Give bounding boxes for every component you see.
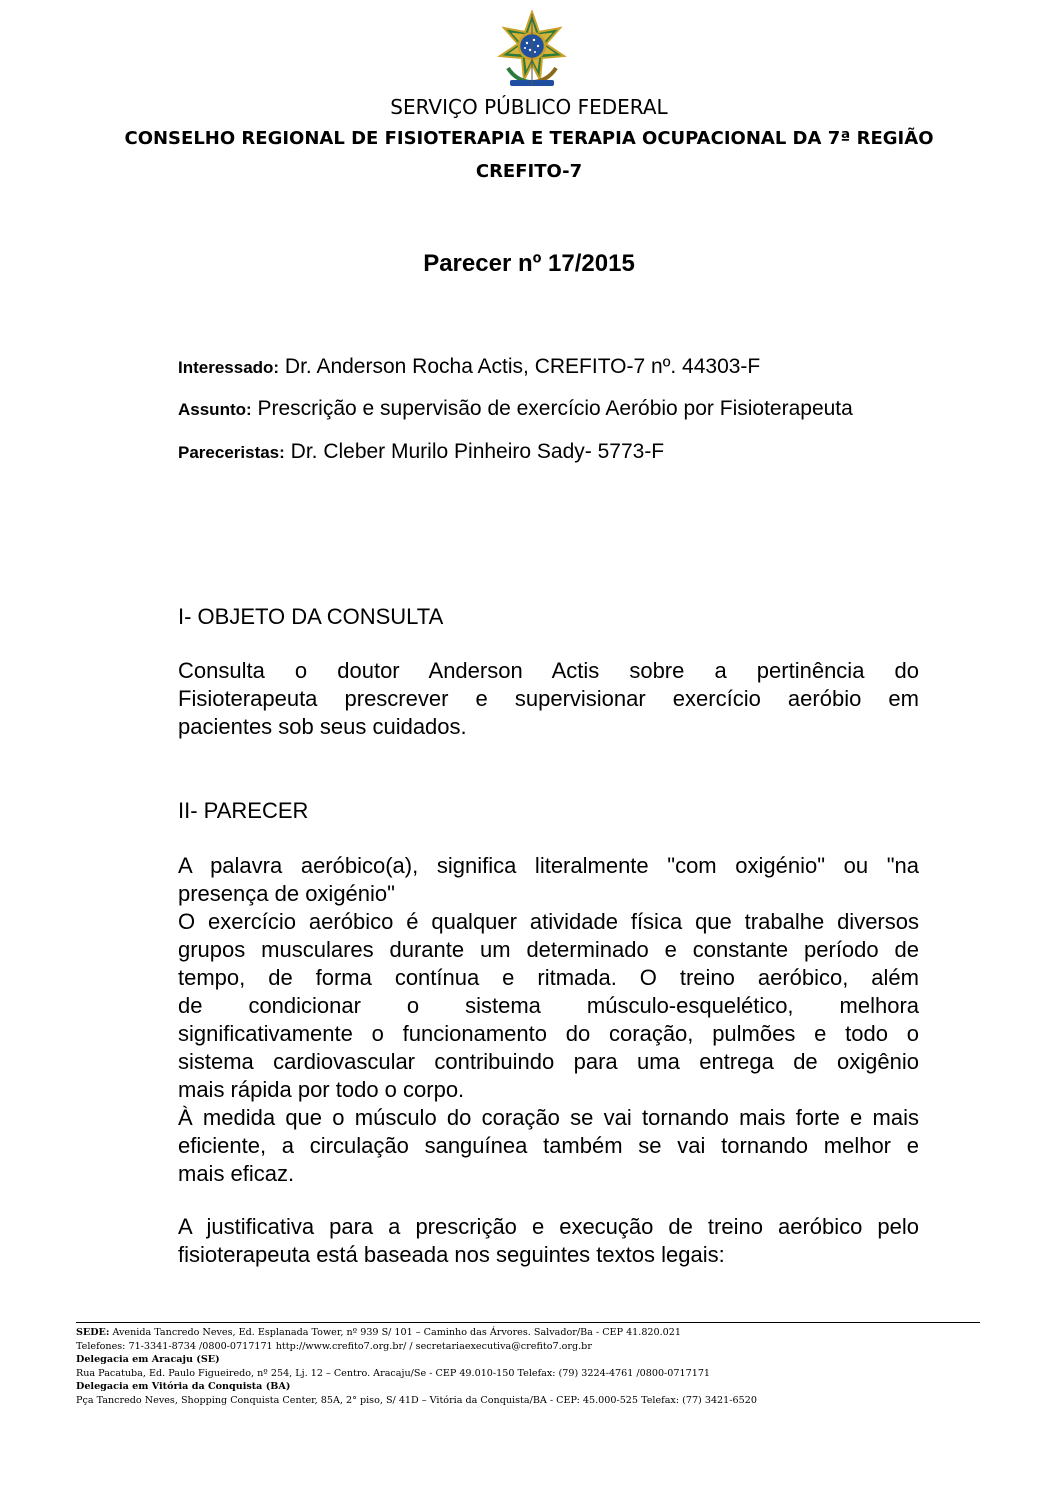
assunto-value: Prescrição e supervisão de exercício Aeróbio por Fisioterapeuta: [251, 397, 853, 420]
pareceristas-label: Pareceristas:: [178, 443, 285, 462]
paragraph-line: significativamente o funcionamento do coração, pulmões e todo o: [178, 1021, 919, 1046]
parecer-paragraph-3: [178, 1104, 919, 1188]
council-heading: CONSELHO REGIONAL DE FISIOTERAPIA E TERAPIA OCUPACIONAL DA 7ª REGIÃO: [124, 128, 934, 149]
pareceristas-line: [178, 440, 664, 464]
paragraph-line: fisioterapeuta está baseada nos seguintes textos legais:: [178, 1242, 725, 1267]
paragraph-line: de condicionar o sistema músculo-esquelético, melhora: [178, 993, 919, 1018]
page-footer: [76, 1326, 980, 1408]
section-heading-objeto: I- OBJETO DA CONSULTA: [178, 604, 444, 629]
footer-aracaju-title: Delegacia em Aracaju (SE): [76, 1354, 220, 1366]
paragraph-line: mais rápida por todo o corpo.: [178, 1077, 465, 1102]
footer-vitoria-title: Delegacia em Vitória da Conquista (BA): [76, 1381, 291, 1393]
footer-sede-address: Avenida Tancredo Neves, Ed. Esplanada Tower, nº 939 S/ 101 – Caminho das Árvores. Salvador/Ba - CEP 41.820.021: [109, 1327, 681, 1338]
footer-phones: Telefones: 71-3341-8734 /0800-0717171 http://www.crefito7.org.br/ / secretariaexecutiva@crefito7.org.br: [76, 1340, 592, 1352]
assunto-label: Assunto:: [178, 400, 252, 419]
parecer-paragraph-1: [178, 852, 919, 908]
footer-vitoria-address: Pça Tancredo Neves, Shopping Conquista Center, 85A, 2° piso, S/ 41D – Vitória da Conquista/BA - CEP: 45.000-525 Telefax: (77) 3421-6520: [76, 1394, 757, 1406]
paragraph-line: eficiente, a circulação sanguínea também se vai tornando melhor e: [178, 1133, 919, 1158]
footer-sede-label: SEDE:: [76, 1327, 110, 1338]
paragraph-line: presença de oxigénio": [178, 881, 395, 906]
service-heading: SERVIÇO PÚBLICO FEDERAL: [390, 95, 668, 119]
parecer-paragraph-2: [178, 908, 919, 1104]
page-title: Parecer nº 17/2015: [423, 250, 635, 277]
paragraph-line: pacientes sob seus cuidados.: [178, 714, 467, 739]
paragraph-line: A palavra aeróbico(a), significa literalmente "com oxigénio" ou "na: [178, 853, 919, 878]
paragraph-line: Consulta o doutor Anderson Actis sobre a pertinência do: [178, 658, 919, 683]
paragraph-line: sistema cardiovascular contribuindo para uma entrega de oxigênio: [178, 1049, 919, 1074]
footer-divider: [76, 1322, 980, 1323]
paragraph-line: A justificativa para a prescrição e execução de treino aeróbico pelo: [178, 1214, 919, 1239]
paragraph-line: À medida que o músculo do coração se vai tornando mais forte e mais: [178, 1105, 919, 1130]
parecer-paragraph-4: [178, 1213, 919, 1269]
council-acronym: CREFITO-7: [475, 161, 583, 182]
paragraph-line: grupos musculares durante um determinado e constante período de: [178, 937, 919, 962]
paragraph-line: tempo, de forma contínua e ritmada. O treino aeróbico, além: [178, 965, 919, 990]
pareceristas-value: Dr. Cleber Murilo Pinheiro Sady- 5773-F: [284, 440, 665, 463]
paragraph-line: Fisioterapeuta prescrever e supervisionar exercício aeróbio em: [178, 686, 919, 711]
paragraph-line: O exercício aeróbico é qualquer atividade física que trabalhe diversos: [178, 909, 919, 934]
coat-of-arms-icon: [494, 10, 570, 88]
section-heading-parecer: II- PARECER: [178, 798, 309, 823]
interessado-value: Dr. Anderson Rocha Actis, CREFITO-7 nº. 44303-F: [279, 355, 761, 378]
paragraph-line: mais eficaz.: [178, 1161, 295, 1186]
assunto-line: [178, 397, 853, 421]
interessado-label: Interessado:: [178, 358, 280, 377]
footer-sede-line: [76, 1326, 980, 1340]
interessado-line: [178, 355, 760, 379]
footer-aracaju-address: Rua Pacatuba, Ed. Paulo Figueiredo, nº 254, Lj. 12 – Centro. Aracaju/Se - CEP 49.010-150 Telefax: (79) 3224-4761 /0800-0717171: [76, 1367, 711, 1379]
section-objeto-paragraph: [178, 657, 919, 741]
